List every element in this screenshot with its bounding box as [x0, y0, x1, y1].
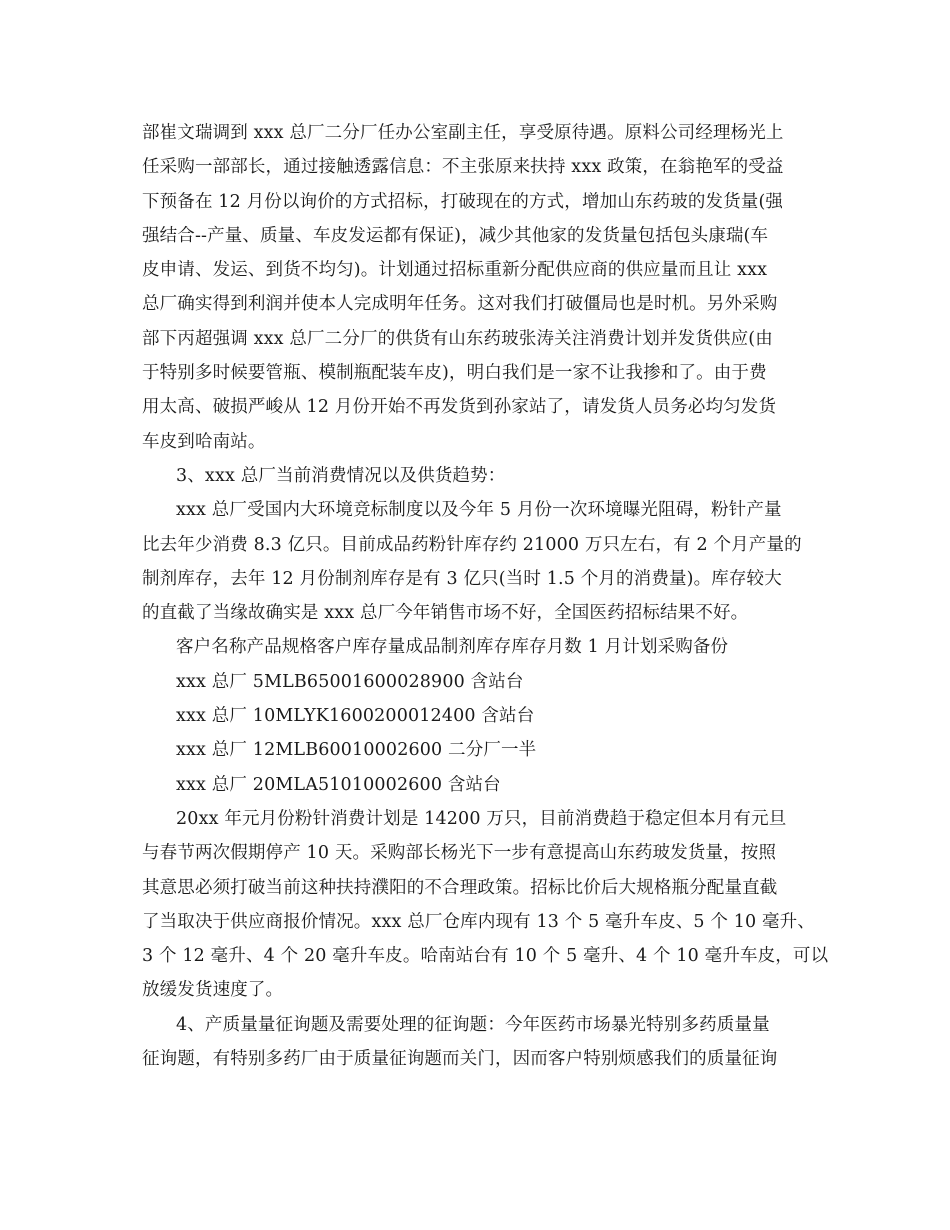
table-header-line: 客户名称产品规格客户库存量成品制剂库存库存月数 1 月计划采购备份 [176, 637, 729, 658]
text-line: 强结合--产量、质量、车皮发运都有保证)，减少其他家的发货量包括包头康瑞(车 [142, 225, 769, 246]
text-line: 制剂库存，去年 12 月份制剂库存是有 3 亿只(当时 1.5 个月的消费量)。库存较大 [142, 568, 782, 589]
text-line: xxx 总厂受国内大环境竞标制度以及今年 5 月份一次环境曝光阻碍，粉针产量 [176, 500, 782, 521]
table-row-line: xxx 总厂 20MLA51010002600 含站台 [176, 774, 501, 795]
table-row-line: xxx 总厂 10MLYK1600200012400 含站台 [176, 706, 535, 727]
text-line: 皮申请、发运、到货不均匀)。计划通过招标重新分配供应商的供应量而且让 xxx [142, 260, 768, 281]
text-line: 的直截了当缘故确实是 xxx 总厂今年销售市场不好，全国医药招标结果不好。 [142, 603, 749, 624]
text-line: 车皮到哈南站。 [142, 431, 266, 452]
table-row-line: xxx 总厂 12MLB60010002600 二分厂一半 [176, 740, 537, 761]
text-line: 任采购一部部长，通过接触透露信息：不主张原来扶持 xxx 政策，在翁艳军的受益 [142, 157, 784, 178]
text-line: 比去年少消费 8.3 亿只。目前成品药粉针库存约 21000 万只左右，有 2 个月产量的 [142, 534, 802, 555]
section-heading: 4、产质量量征询题及需要处理的征询题：今年医药市场暴光特别多药质量量 [176, 1014, 770, 1035]
text-line: 用太高、破损严峻从 12 月份开始不再发货到孙家站了，请发货人员务必均匀发货 [142, 397, 777, 418]
text-line: 其意思必须打破当前这种扶持濮阳的不合理政策。招标比价后大规格瓶分配量直截 [142, 877, 778, 898]
text-line: 总厂确实得到利润并使本人完成明年任务。这对我们打破僵局也是时机。另外采购 [142, 294, 778, 315]
text-line: 与春节两次假期停产 10 天。采购部长杨光下一步有意提高山东药玻发货量，按照 [142, 843, 777, 864]
document-body [142, 116, 829, 1076]
text-line: 3 个 12 毫升、4 个 20 毫升车皮。哈南站台有 10 个 5 毫升、4 个 10 毫升车皮，可以 [142, 946, 829, 967]
text-line: 征询题，有特别多药厂由于质量征询题而关门，因而客户特别烦感我们的质量征询 [142, 1049, 778, 1070]
text-line: 放缓发货速度了。 [142, 980, 284, 1001]
text-line: 部崔文瑞调到 xxx 总厂二分厂任办公室副主任，享受原待遇。原料公司经理杨光上 [142, 123, 784, 143]
table-row-line: xxx 总厂 5MLB65001600028900 含站台 [176, 671, 524, 692]
text-line: 于特别多时候要管瓶、模制瓶配装车皮)，明白我们是一家不让我掺和了。由于费 [142, 363, 767, 384]
text-line: 下预备在 12 月份以询价的方式招标，打破现在的方式，增加山东药玻的发货量(强 [142, 191, 784, 212]
text-line: 了当取决于供应商报价情况。xxx 总厂仓库内现有 13 个 5 毫升车皮、5 个 10 毫升、 [142, 911, 815, 932]
section-heading: 3、xxx 总厂当前消费情况以及供货趋势： [176, 465, 506, 486]
text-line: 部下丙超强调 xxx 总厂二分厂的供货有山东药玻张涛关注消费计划并发货供应(由 [142, 328, 773, 349]
text-line: 20xx 年元月份粉针消费计划是 14200 万只，目前消费趋于稳定但本月有元旦 [176, 808, 787, 829]
